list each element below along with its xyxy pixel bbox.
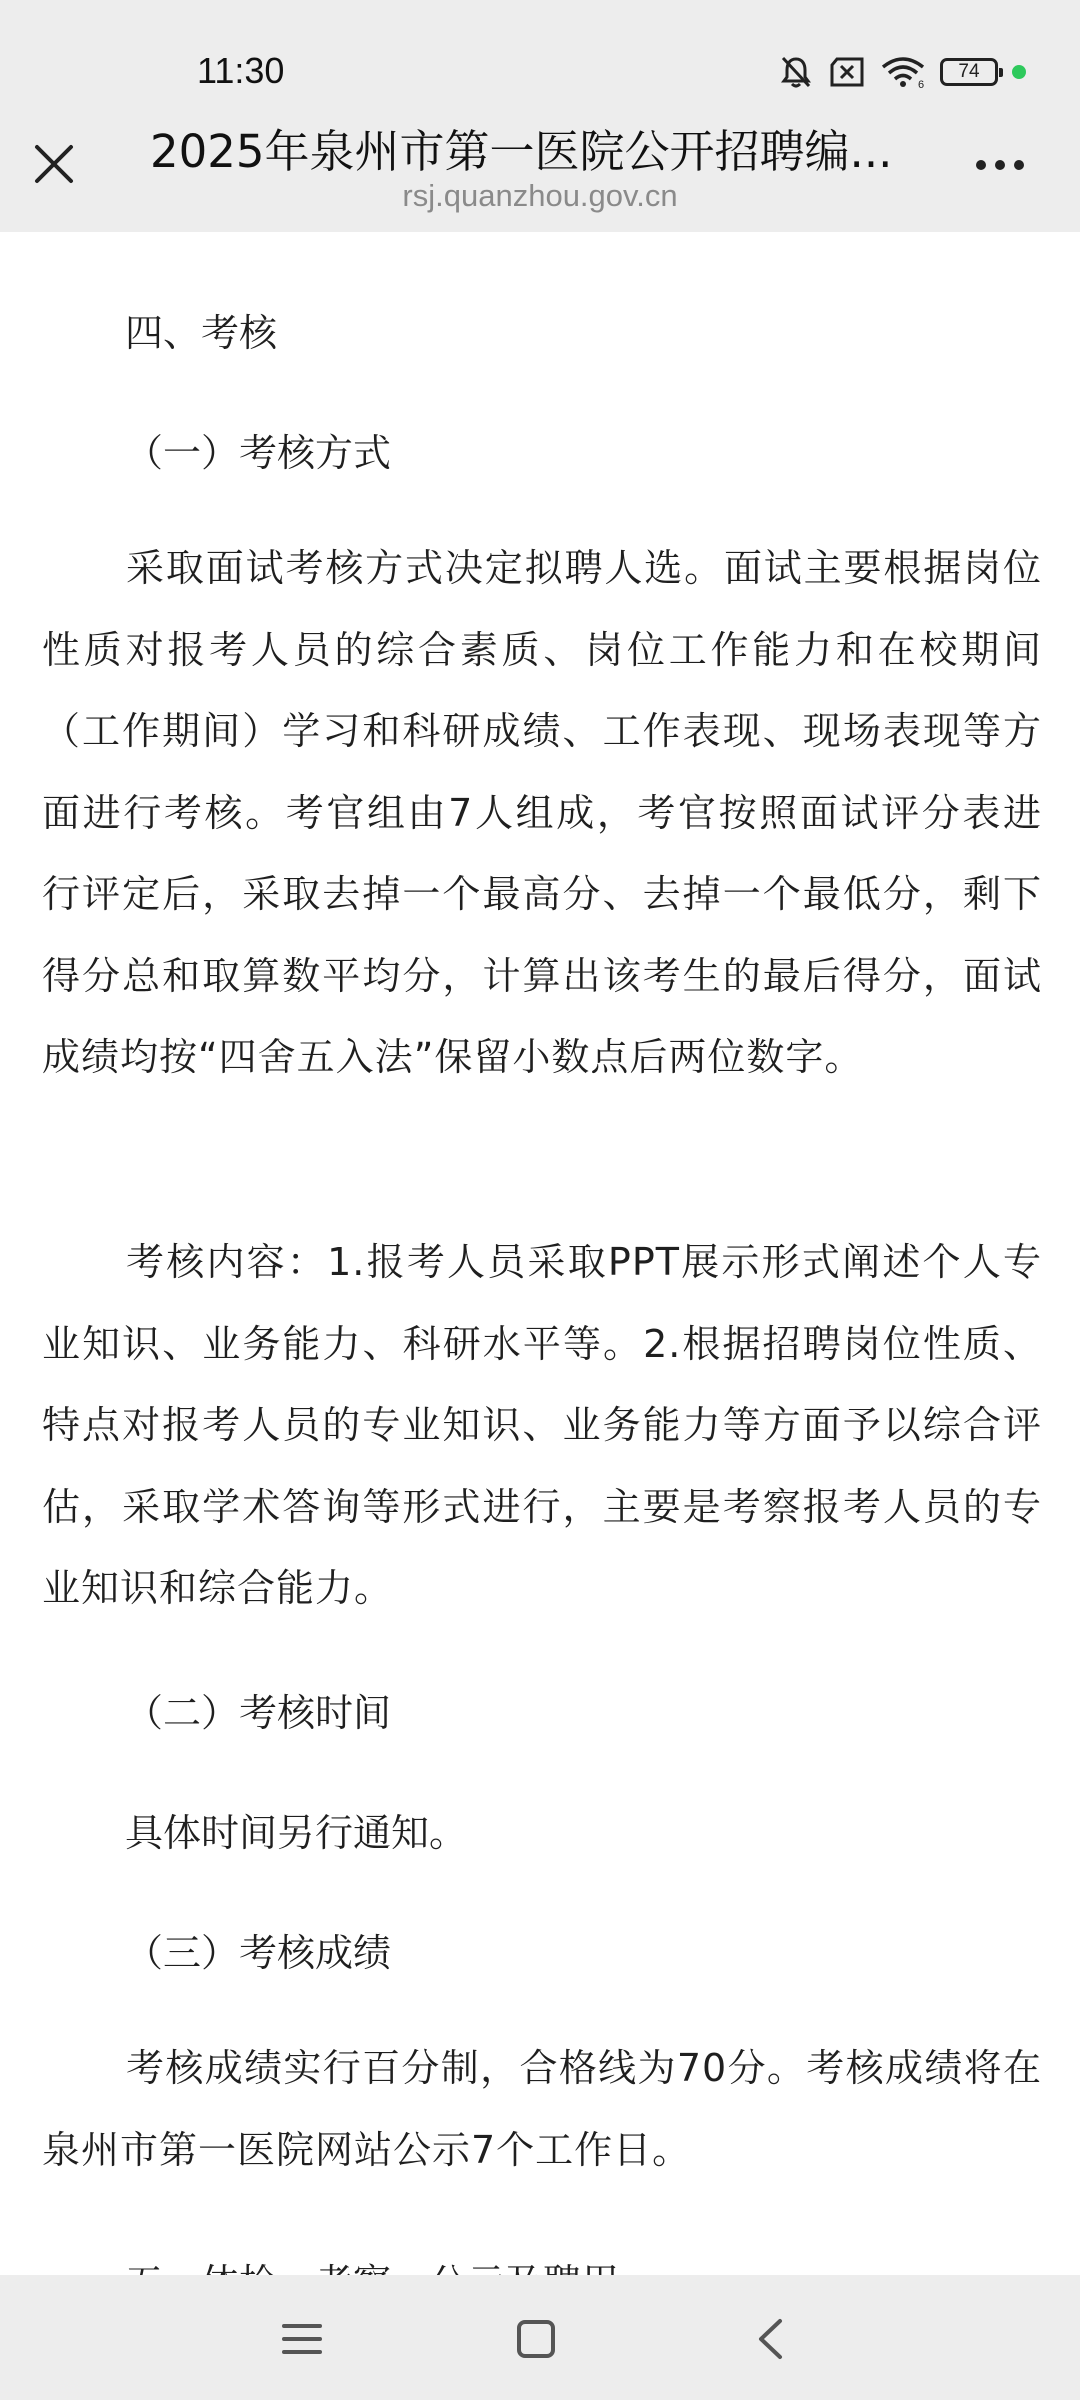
more-dot [995, 160, 1005, 170]
home-icon [516, 2319, 556, 2359]
section-heading-4: 四、考核 [125, 311, 278, 355]
back-icon [754, 2317, 786, 2361]
home-button[interactable] [504, 2307, 568, 2371]
more-button[interactable] [976, 150, 1036, 180]
notifications-off-icon [778, 54, 814, 90]
article-content[interactable] [0, 232, 1080, 2275]
more-horizontal-icon [976, 160, 986, 170]
battery-icon: 74 [940, 58, 998, 86]
no-sim-icon [828, 56, 866, 88]
paragraph-assessment-content: 考核内容：1.报考人员采取PPT展示形式阐述个人专业知识、业务能力、科研水平等。2.根据招聘岗位性质、特点对报考人员的专业知识、业务能力等方面予以综合评估，采取学术答询等形式进行，主要是考察报考人员的专业知识和综合能力。 [42, 1240, 1042, 1610]
svg-text:6: 6 [918, 79, 925, 91]
privacy-dot-icon [1012, 65, 1026, 79]
more-dot [1014, 160, 1024, 170]
page-title: 2025年泉州市第一医院公开招聘编... [150, 125, 893, 178]
paragraph-assessment-time: 具体时间另行通知。 [125, 1811, 468, 1855]
wifi-icon [880, 55, 926, 89]
menu-icon [282, 2321, 322, 2357]
menu-button[interactable] [270, 2307, 334, 2371]
top-bar [0, 0, 1080, 232]
subsection-heading-3: （三）考核成绩 [125, 1931, 392, 1975]
back-button[interactable] [738, 2307, 802, 2371]
subsection-heading-1: （一）考核方式 [125, 431, 392, 475]
paragraph-assessment-score: 考核成绩实行百分制，合格线为70分。考核成绩将在泉州市第一医院网站公示7个工作日。 [42, 2046, 1042, 2172]
subsection-heading-2: （二）考核时间 [125, 1691, 392, 1735]
page-url: rsj.quanzhou.gov.cn [402, 178, 678, 213]
status-icons [778, 52, 1026, 92]
navigation-bar [0, 2275, 1080, 2400]
paragraph-assessment-method: 采取面试考核方式决定拟聘人选。面试主要根据岗位性质对报考人员的综合素质、岗位工作能力和在校期间（工作期间）学习和科研成绩、工作表现、现场表现等方面进行考核。考官组由7人组成，考官按照面试评分表进行评定后，采取去掉一个最高分、去掉一个最低分，剩下得分总和取算数平均分，计算出该考生的最后得分，面试成绩均按“四舍五入法”保留小数点后两位数字。 [42, 546, 1042, 1079]
status-time: 11:30 [197, 50, 285, 91]
